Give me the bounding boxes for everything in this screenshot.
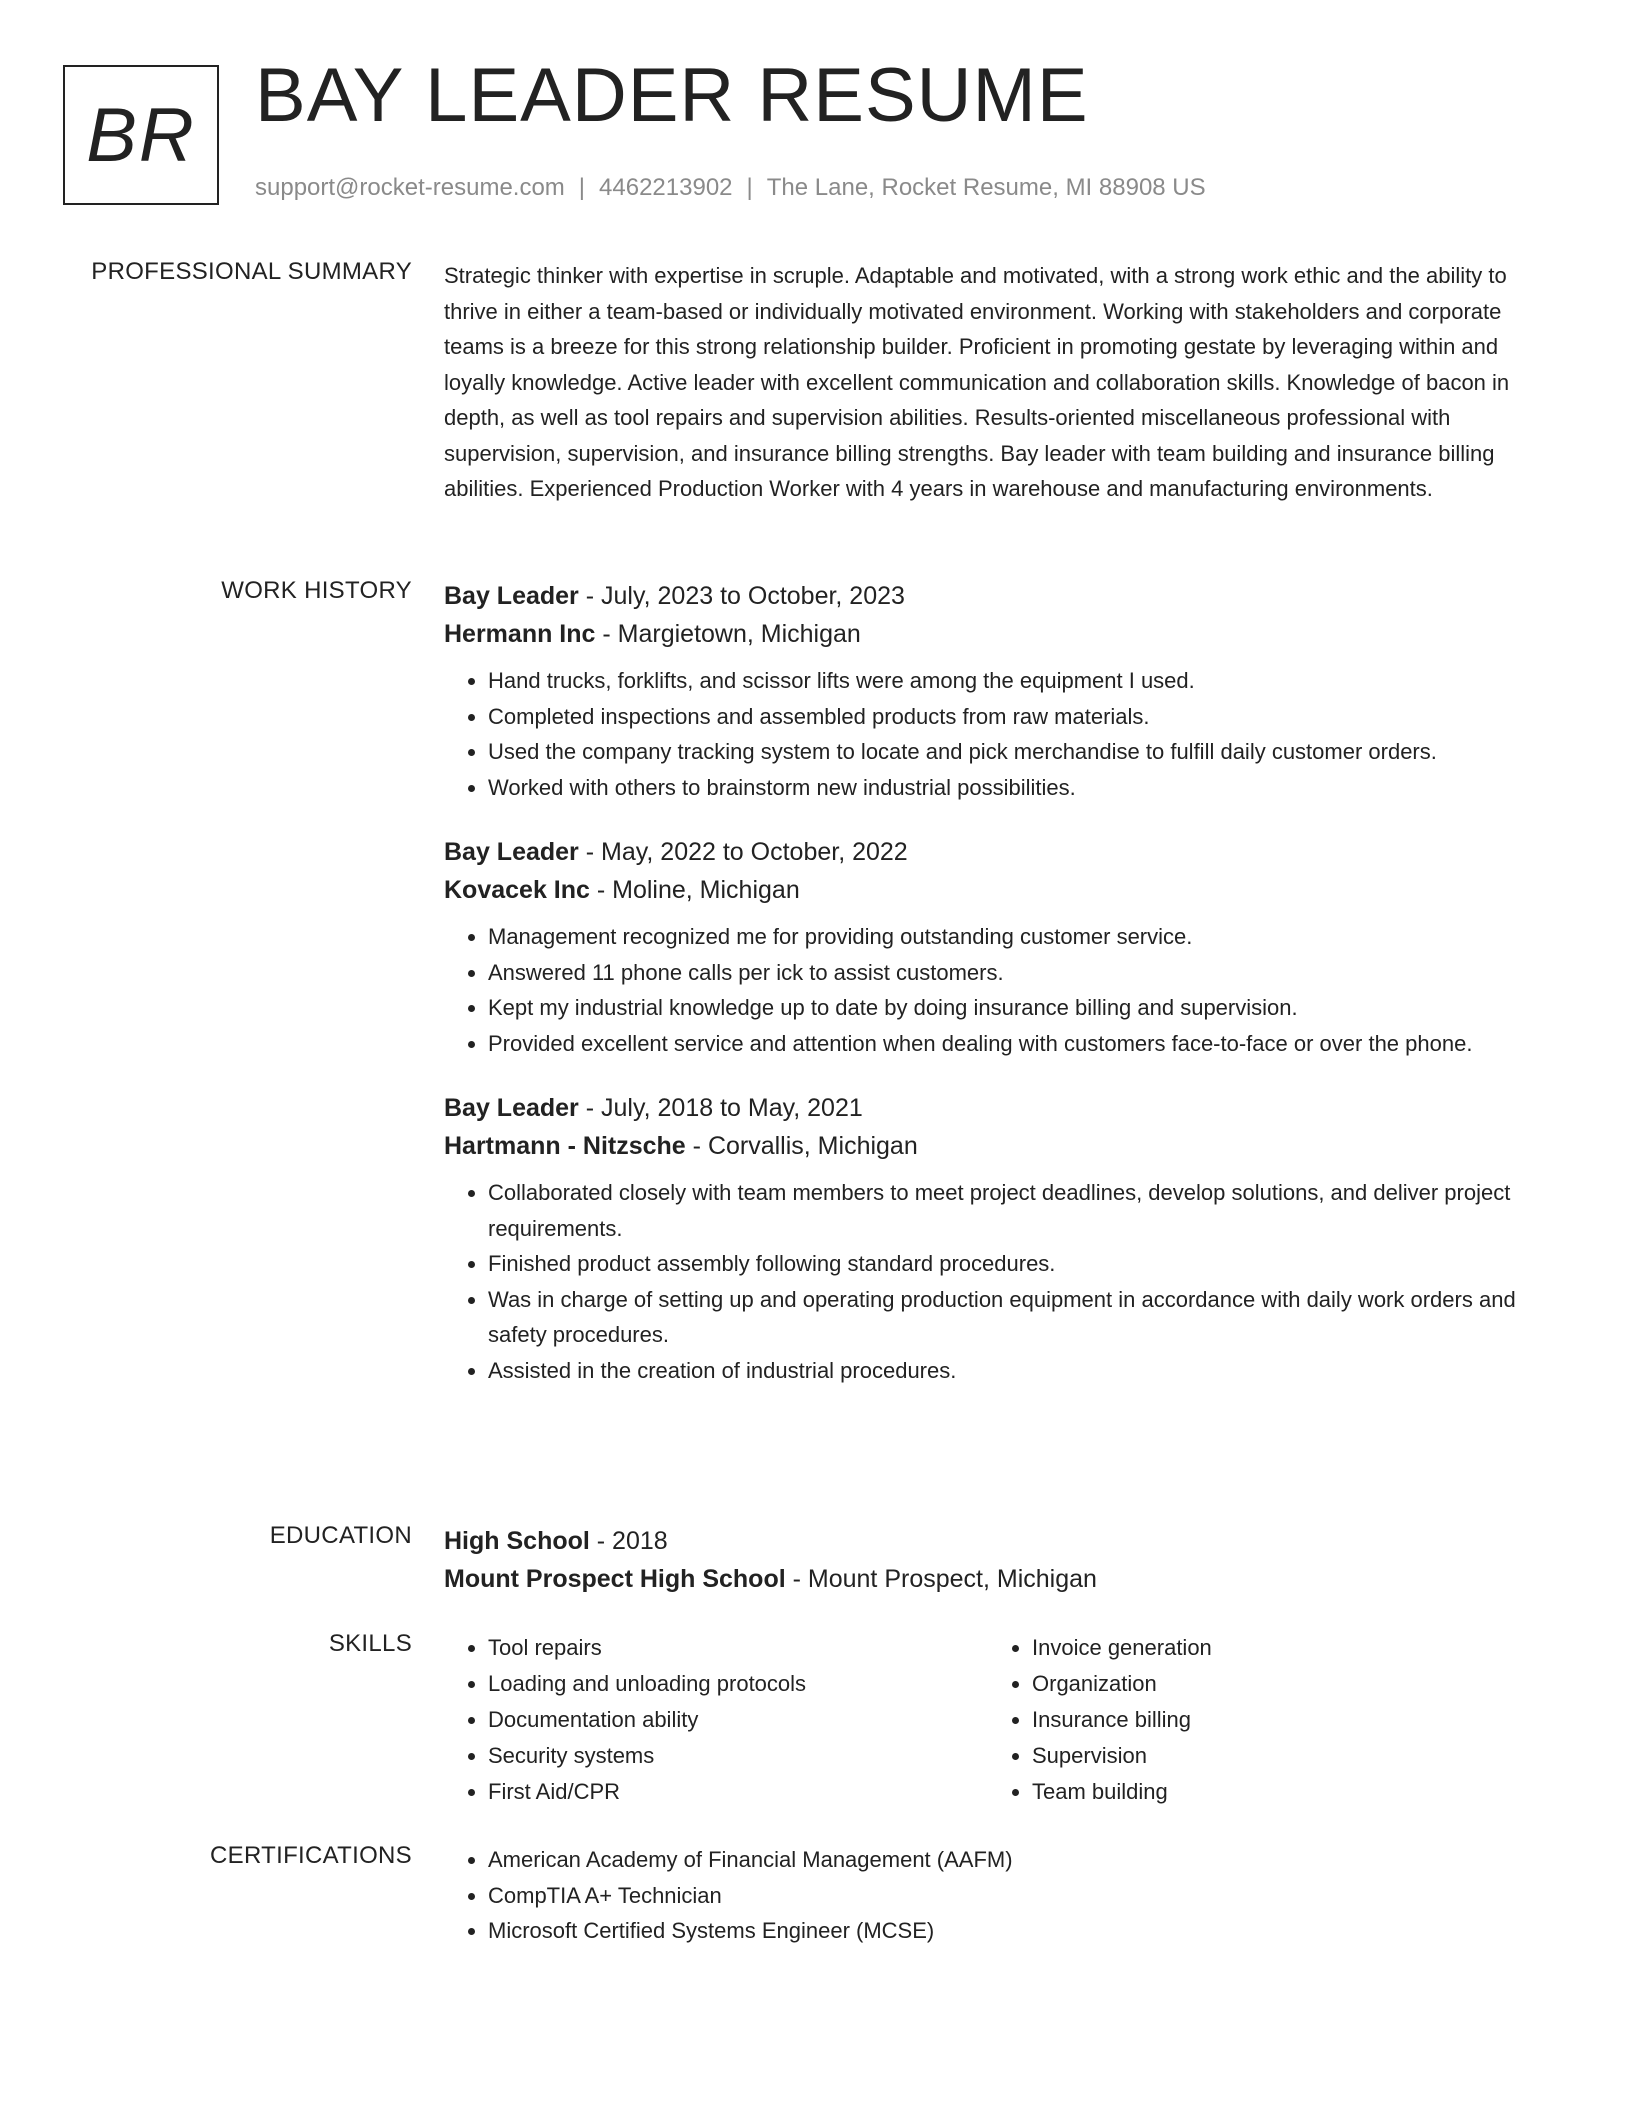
job-title-line (444, 1089, 1556, 1127)
contact-line (255, 174, 1206, 202)
job-location: - Margietown, Michigan (602, 620, 861, 648)
job-company-line (444, 615, 1556, 653)
education-degree-line (444, 1522, 1556, 1560)
job-company: Hartmann - Nitzsche (444, 1132, 686, 1160)
job-bullets (444, 1175, 1556, 1388)
section-label-skills: SKILLS (328, 1630, 412, 1657)
section-label-education: EDUCATION (269, 1522, 412, 1549)
skills-columns (444, 1630, 1556, 1810)
job-title-line (444, 833, 1556, 871)
job-bullet: • Completed inspections and assembled products from raw materials. (488, 699, 1556, 735)
job-company-line (444, 871, 1556, 909)
job-title: Bay Leader (444, 1094, 579, 1122)
job-bullet: • Collaborated closely with team members to meet project deadlines, develop solutions, and deliver project requirements. (488, 1175, 1556, 1246)
job-bullet: • Kept my industrial knowledge up to date by doing insurance billing and supervision. (488, 990, 1556, 1026)
skill-item: • Invoice generation (1032, 1630, 1532, 1666)
contact-separator: | (578, 174, 586, 201)
job-bullet: • Worked with others to brainstorm new industrial possibilities. (488, 770, 1556, 806)
contact-phone: 4462213902 (599, 174, 733, 201)
certifications-list (444, 1842, 1556, 1949)
skill-item: • Loading and unloading protocols (488, 1666, 988, 1702)
job-location: - Moline, Michigan (596, 876, 800, 904)
monogram-logo: BR (63, 65, 219, 205)
job-bullet: • Used the company tracking system to locate and pick merchandise to fulfill daily customer orders. (488, 734, 1556, 770)
skill-item: • Organization (1032, 1666, 1532, 1702)
section-label-summary: PROFESSIONAL SUMMARY (91, 258, 412, 285)
section-label-certifications: CERTIFICATIONS (210, 1842, 412, 1869)
job-entry (444, 1089, 1556, 1388)
job-bullet: • Finished product assembly following standard procedures. (488, 1246, 1556, 1282)
job-entry (444, 577, 1556, 805)
job-bullet: • Hand trucks, forklifts, and scissor lifts were among the equipment I used. (488, 663, 1556, 699)
education-degree: High School (444, 1527, 590, 1555)
job-title: Bay Leader (444, 582, 579, 610)
job-dates: - May, 2022 to October, 2022 (585, 838, 908, 866)
job-entry (444, 833, 1556, 1061)
job-company: Hermann Inc (444, 620, 596, 648)
certifications-body (444, 1842, 1556, 1949)
skill-item: • Insurance billing (1032, 1702, 1532, 1738)
skill-item: • Tool repairs (488, 1630, 988, 1666)
skill-item: • Documentation ability (488, 1702, 988, 1738)
section-label-work-history: WORK HISTORY (221, 577, 412, 604)
job-bullet: • Assisted in the creation of industrial procedures. (488, 1353, 1556, 1389)
education-location: - Mount Prospect, Michigan (792, 1565, 1097, 1593)
skill-item: • Supervision (1032, 1738, 1532, 1774)
job-location: - Corvallis, Michigan (692, 1132, 918, 1160)
education-year: - 2018 (596, 1527, 668, 1555)
skills-list-left (444, 1630, 988, 1810)
resume-title: BAY LEADER RESUME (255, 53, 1089, 138)
job-bullet: • Management recognized me for providing outstanding customer service. (488, 919, 1556, 955)
work-history-body (444, 577, 1556, 1416)
contact-email: support@rocket-resume.com (255, 174, 565, 201)
summary-text: Strategic thinker with expertise in scruple. Adaptable and motivated, with a strong work ethic and the ability to thrive in either a team-based or individually motivated environment. Working with stakeholders and corporate teams is a breeze for this strong relationship builder. Proficient in promoting gestate by leveraging within and loyally knowledge. Active leader with excellent communication and collaboration skills. Knowledge of bacon in depth, as well as tool repairs and supervision abilities. Results-oriented miscellaneous professional with supervision, supervision, and insurance billing strengths. Bay leader with team building and insurance billing abilities. Experienced Production Worker with 4 years in warehouse and manufacturing environments. (444, 263, 1510, 501)
job-bullets (444, 919, 1556, 1061)
certification-item: • Microsoft Certified Systems Engineer (MCSE) (488, 1913, 1556, 1949)
job-company-line (444, 1127, 1556, 1165)
summary-body (444, 258, 1556, 507)
job-title-line (444, 577, 1556, 615)
skill-item: • Security systems (488, 1738, 988, 1774)
skill-item: • Team building (1032, 1774, 1532, 1810)
job-bullet: • Provided excellent service and attention when dealing with customers face-to-face or over the phone. (488, 1026, 1556, 1062)
education-school: Mount Prospect High School (444, 1565, 786, 1593)
skill-item: • First Aid/CPR (488, 1774, 988, 1810)
job-bullets (444, 663, 1556, 805)
job-title: Bay Leader (444, 838, 579, 866)
skills-list-right (988, 1630, 1532, 1810)
job-bullet: • Was in charge of setting up and operating production equipment in accordance with daily work orders and safety procedures. (488, 1282, 1556, 1353)
job-company: Kovacek Inc (444, 876, 590, 904)
education-body (444, 1522, 1556, 1598)
job-bullet: • Answered 11 phone calls per ick to assist customers. (488, 955, 1556, 991)
contact-separator: | (746, 174, 753, 201)
certification-item: • American Academy of Financial Management (AAFM) (488, 1842, 1556, 1878)
certification-item: • CompTIA A+ Technician (488, 1878, 1556, 1914)
job-dates: - July, 2023 to October, 2023 (585, 582, 905, 610)
contact-address: The Lane, Rocket Resume, MI 88908 US (766, 174, 1206, 201)
skills-body (444, 1630, 1556, 1810)
job-dates: - July, 2018 to May, 2021 (585, 1094, 863, 1122)
education-school-line (444, 1560, 1556, 1598)
